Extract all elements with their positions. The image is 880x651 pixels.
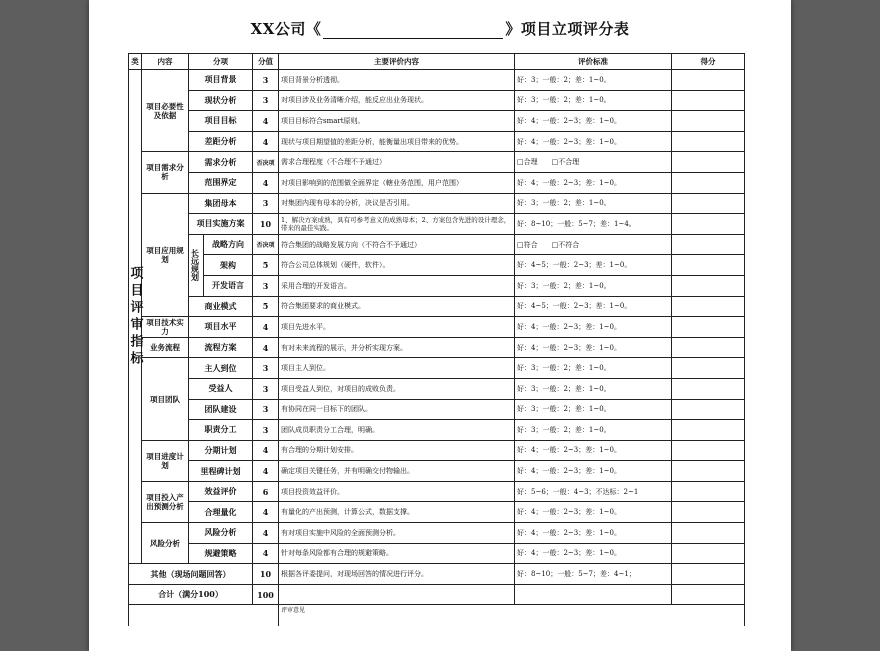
item-label: 规避策略 xyxy=(189,543,253,564)
table-row xyxy=(129,275,745,296)
standard: 好：4；一般：2~3；差：1~0。 xyxy=(515,337,672,358)
item-label: 分期计划 xyxy=(189,440,253,461)
score-input[interactable] xyxy=(672,481,745,502)
standard: 好：3；一般：2；差：1~0。 xyxy=(515,399,672,420)
score-input[interactable] xyxy=(672,378,745,399)
score-input[interactable] xyxy=(672,564,745,585)
comment-spacer xyxy=(129,605,279,626)
score-value: 6 xyxy=(253,481,279,502)
description: 现状与项目期望值的差距分析，能衡量出项目带来的优势。 xyxy=(279,131,515,152)
group-label: 风险分析 xyxy=(142,523,189,564)
score-input[interactable] xyxy=(672,502,745,523)
table-row xyxy=(129,358,745,379)
header-main-content: 主要评价内容 xyxy=(279,54,515,70)
table-row xyxy=(129,214,745,235)
other-label: 其他（现场问题回答） xyxy=(129,564,253,585)
score-value: 3 xyxy=(253,378,279,399)
standard: 好：3；一般：2；差：1~0。 xyxy=(515,275,672,296)
description: 有对未来流程的展示，并分析实现方案。 xyxy=(279,337,515,358)
item-label: 集团母本 xyxy=(189,193,253,214)
score-input[interactable] xyxy=(672,234,745,255)
standard: 好：4~5；一般：2~3；差：1~0。 xyxy=(515,296,672,317)
score-table xyxy=(128,53,745,626)
score-value: 3 xyxy=(253,358,279,379)
header-item: 分项 xyxy=(189,54,253,70)
standard: 好：4；一般：2~3；差：1~0。 xyxy=(515,461,672,482)
score-value: 3 xyxy=(253,193,279,214)
table-row xyxy=(129,543,745,564)
item-label: 效益评价 xyxy=(189,481,253,502)
description: 有量化的产出预测，计算公式，数据支撑。 xyxy=(279,502,515,523)
header-content: 内容 xyxy=(142,54,189,70)
group-label: 项目投入产出预测分析 xyxy=(142,481,189,522)
standard: □合理 □不合理 xyxy=(515,152,672,173)
comment-row xyxy=(129,605,745,626)
score-input[interactable] xyxy=(672,172,745,193)
other-description: 根据各评委提问，对现场回答的情况进行评分。 xyxy=(279,564,515,585)
score-value: 3 xyxy=(253,275,279,296)
description: 对集团内现有母本的分析，决议是否引用。 xyxy=(279,193,515,214)
table-row xyxy=(129,420,745,441)
item-label: 现状分析 xyxy=(189,90,253,111)
score-input[interactable] xyxy=(672,90,745,111)
standard: 好：3；一般：2；差：1~0。 xyxy=(515,420,672,441)
table-row xyxy=(129,440,745,461)
standard: 好：4；一般：2~3；差：1~0。 xyxy=(515,543,672,564)
standard: 好：4；一般：2~3；差：1~0。 xyxy=(515,523,672,544)
item-label: 项目水平 xyxy=(189,317,253,338)
review-comment[interactable]: 评审意见 xyxy=(279,605,745,626)
total-score: 100 xyxy=(253,584,279,605)
table-row xyxy=(129,296,745,317)
score-input[interactable] xyxy=(672,420,745,441)
score-value: 5 xyxy=(253,255,279,276)
item-label: 流程方案 xyxy=(189,337,253,358)
table-row xyxy=(129,255,745,276)
group-label: 项目必要性及依据 xyxy=(142,70,189,152)
description: 有合理的分期计划安排。 xyxy=(279,440,515,461)
table-row xyxy=(129,399,745,420)
score-input[interactable] xyxy=(672,296,745,317)
score-value: 4 xyxy=(253,131,279,152)
description: 符合集团的战略发展方向（不符合不予通过） xyxy=(279,234,515,255)
score-input[interactable] xyxy=(672,255,745,276)
item-label: 战略方向 xyxy=(204,234,253,255)
group-label: 项目需求分析 xyxy=(142,152,189,193)
item-label: 风险分析 xyxy=(189,523,253,544)
score-input[interactable] xyxy=(672,461,745,482)
header-category: 类 xyxy=(129,54,142,70)
description: 有协同在同一目标下的团队。 xyxy=(279,399,515,420)
score-value: 4 xyxy=(253,543,279,564)
header-standard: 评价标准 xyxy=(515,54,672,70)
table-row xyxy=(129,481,745,502)
description: 项目受益人到位，对项目的成败负责。 xyxy=(279,378,515,399)
score-value: 4 xyxy=(253,502,279,523)
item-label: 主人到位 xyxy=(189,358,253,379)
table-row xyxy=(129,317,745,338)
page-title xyxy=(89,18,791,39)
table-row xyxy=(129,378,745,399)
description: 针对每条风险都有合理的规避策略。 xyxy=(279,543,515,564)
description: 项目主人到位。 xyxy=(279,358,515,379)
item-label: 项目目标 xyxy=(189,111,253,132)
standard: 好：3；一般：2；差：1~0。 xyxy=(515,90,672,111)
item-label: 商业模式 xyxy=(189,296,253,317)
group-label: 项目技术实力 xyxy=(142,317,189,338)
header-got-score: 得分 xyxy=(672,54,745,70)
total-empty xyxy=(515,584,672,605)
description: 采用合理的开发语言。 xyxy=(279,275,515,296)
score-input[interactable] xyxy=(672,543,745,564)
item-label: 差距分析 xyxy=(189,131,253,152)
standard: 好：3；一般：2；差：1~0。 xyxy=(515,70,672,91)
score-value: 4 xyxy=(253,523,279,544)
score-value: 否决项 xyxy=(253,234,279,255)
table-row xyxy=(129,111,745,132)
standard: 好：4~5；一般：2~3；差：1~0。 xyxy=(515,255,672,276)
score-input[interactable] xyxy=(672,70,745,91)
item-label: 合理量化 xyxy=(189,502,253,523)
score-value: 否决项 xyxy=(253,152,279,173)
group-label: 项目进度计划 xyxy=(142,440,189,481)
score-input[interactable] xyxy=(672,111,745,132)
score-input[interactable] xyxy=(672,399,745,420)
item-label: 受益人 xyxy=(189,378,253,399)
header-score: 分值 xyxy=(253,54,279,70)
category-label: 项目评审指标 xyxy=(129,70,142,564)
total-input[interactable] xyxy=(672,584,745,605)
item-label: 项目实施方案 xyxy=(189,214,253,235)
description: 1、解决方案成熟，具有可参考意义的成熟母本；2、方案包含先进的设计理念，带来的最佳实践。 xyxy=(279,214,515,235)
document-page xyxy=(89,0,791,651)
group-label: 业务流程 xyxy=(142,337,189,358)
score-input[interactable] xyxy=(672,440,745,461)
description: 符合集团要求的商业模式。 xyxy=(279,296,515,317)
standard: 好：4；一般：2~3；差：1~0。 xyxy=(515,502,672,523)
description: 对项目影响到的范围做全面界定（轄业务范围，用户范围） xyxy=(279,172,515,193)
score-value: 4 xyxy=(253,337,279,358)
group-label: 项目应用规划 xyxy=(142,193,189,317)
standard: 好：4；一般：2~3；差：1~0。 xyxy=(515,131,672,152)
score-input[interactable] xyxy=(672,523,745,544)
standard: 好：4；一般：2~3；差：1~0。 xyxy=(515,440,672,461)
standard: 好：5~6；一般：4~3；不达标：2~1 xyxy=(515,481,672,502)
description: 对项目涉及业务清晰介绍，能反应出业务现状。 xyxy=(279,90,515,111)
score-input[interactable] xyxy=(672,152,745,173)
item-label: 里程碑计划 xyxy=(189,461,253,482)
table-row xyxy=(129,523,745,544)
title-prefix: XX公司《 xyxy=(250,20,322,38)
table-row xyxy=(129,193,745,214)
standard: 好：4；一般：2~3；差：1~0。 xyxy=(515,172,672,193)
score-value: 3 xyxy=(253,90,279,111)
table-row xyxy=(129,172,745,193)
score-value: 4 xyxy=(253,461,279,482)
score-input[interactable] xyxy=(672,358,745,379)
item-label: 项目背景 xyxy=(189,70,253,91)
description: 有对项目实施中风险的全面预测分析。 xyxy=(279,523,515,544)
standard: 好：8~10；一般：5~7；差：1~4。 xyxy=(515,214,672,235)
score-value: 5 xyxy=(253,296,279,317)
standard: 好：4；一般：2~3；差：1~0。 xyxy=(515,111,672,132)
table-row xyxy=(129,90,745,111)
score-value: 3 xyxy=(253,420,279,441)
description: 项目先进水平。 xyxy=(279,317,515,338)
other-standard: 好：8~10；一般：5~7；差：4~1； xyxy=(515,564,672,585)
other-score: 10 xyxy=(253,564,279,585)
description: 确定项目关键任务，并有明确交付物输出。 xyxy=(279,461,515,482)
standard: □符合 □不符合 xyxy=(515,234,672,255)
score-input[interactable] xyxy=(672,317,745,338)
item-label: 架构 xyxy=(204,255,253,276)
item-label: 需求分析 xyxy=(189,152,253,173)
score-value: 10 xyxy=(253,214,279,235)
description: 符合公司总体规划（硬件，软件）。 xyxy=(279,255,515,276)
total-row xyxy=(129,584,745,605)
other-row xyxy=(129,564,745,585)
standard: 好：3；一般：2；差：1~0。 xyxy=(515,378,672,399)
score-value: 4 xyxy=(253,440,279,461)
item-label: 团队建设 xyxy=(189,399,253,420)
table-row xyxy=(129,337,745,358)
description: 团队成员职责分工合理，明确。 xyxy=(279,420,515,441)
description: 项目目标符合smart原则。 xyxy=(279,111,515,132)
table-row xyxy=(129,461,745,482)
table-row xyxy=(129,234,745,255)
group-label: 项目团队 xyxy=(142,358,189,440)
score-value: 3 xyxy=(253,399,279,420)
table-row xyxy=(129,131,745,152)
table-row xyxy=(129,152,745,173)
item-label: 开发语言 xyxy=(204,275,253,296)
score-input[interactable] xyxy=(672,193,745,214)
description: 项目投资效益评价。 xyxy=(279,481,515,502)
standard: 好：4；一般：2~3；差：1~0。 xyxy=(515,317,672,338)
description: 项目背景分析透彻。 xyxy=(279,70,515,91)
project-name-blank[interactable] xyxy=(323,24,503,39)
description: 需求合理程度（不合理不予通过） xyxy=(279,152,515,173)
score-input[interactable] xyxy=(672,337,745,358)
long-term-label: 长远规划 xyxy=(189,234,204,296)
item-label: 范围界定 xyxy=(189,172,253,193)
score-input[interactable] xyxy=(672,275,745,296)
table-row xyxy=(129,70,745,91)
total-empty xyxy=(279,584,515,605)
total-label: 合计（满分100） xyxy=(129,584,253,605)
score-value: 4 xyxy=(253,172,279,193)
standard: 好：3；一般：2；差：1~0。 xyxy=(515,358,672,379)
table-row xyxy=(129,502,745,523)
standard: 好：3；一般：2；差：1~0。 xyxy=(515,193,672,214)
score-value: 4 xyxy=(253,317,279,338)
score-value: 4 xyxy=(253,111,279,132)
item-label: 职责分工 xyxy=(189,420,253,441)
score-input[interactable] xyxy=(672,214,745,235)
score-input[interactable] xyxy=(672,131,745,152)
title-suffix: 》项目立项评分表 xyxy=(505,20,630,38)
header-row xyxy=(129,54,745,70)
score-value: 3 xyxy=(253,70,279,91)
